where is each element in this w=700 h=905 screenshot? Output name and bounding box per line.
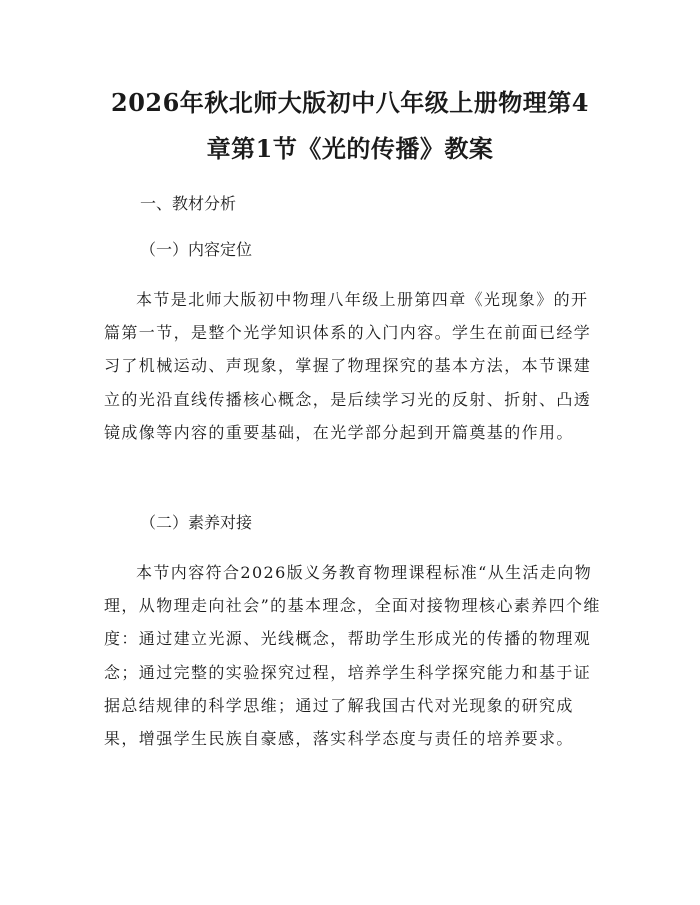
section-heading-textbook-analysis: 一、教材分析 bbox=[140, 194, 237, 213]
document-title-line-1: 2026年秋北师大版初中八年级上册物理第4 bbox=[111, 88, 589, 117]
paragraph-text: 本节内容符合2026版义务教育物理课程标准“从生活走向物理，从物理走向社会”的基本理念，全面对接物理核心素养四个维度：通过建立光源、光线概念，帮助学生形成光的传播的物理观念；通过完整的实验探究过程，培养学生科学探究能力和基于证据总结规律的科学思维；通过了解我国古代对光现象的研究成果，增强学生民族自豪感，落实科学态度与责任的培养要求。 bbox=[104, 563, 601, 749]
paragraph-content-positioning bbox=[104, 283, 604, 449]
document-title-line-2: 章第1节《光的传播》教案 bbox=[206, 134, 494, 163]
paragraph-literacy-alignment bbox=[104, 556, 604, 755]
subsection-heading-literacy-alignment: （二）素养对接 bbox=[140, 513, 253, 532]
paragraph-text: 本节是北师大版初中物理八年级上册第四章《光现象》的开篇第一节，是整个光学知识体系的入门内容。学生在前面已经学习了机械运动、声现象，掌握了物理探究的基本方法，本节课建立的光沿直线传播核心概念，是后续学习光的反射、折射、凸透镜成像等内容的重要基础，在光学部分起到开篇奠基的作用。 bbox=[104, 290, 592, 442]
subsection-heading-content-positioning: （一）内容定位 bbox=[140, 240, 253, 259]
